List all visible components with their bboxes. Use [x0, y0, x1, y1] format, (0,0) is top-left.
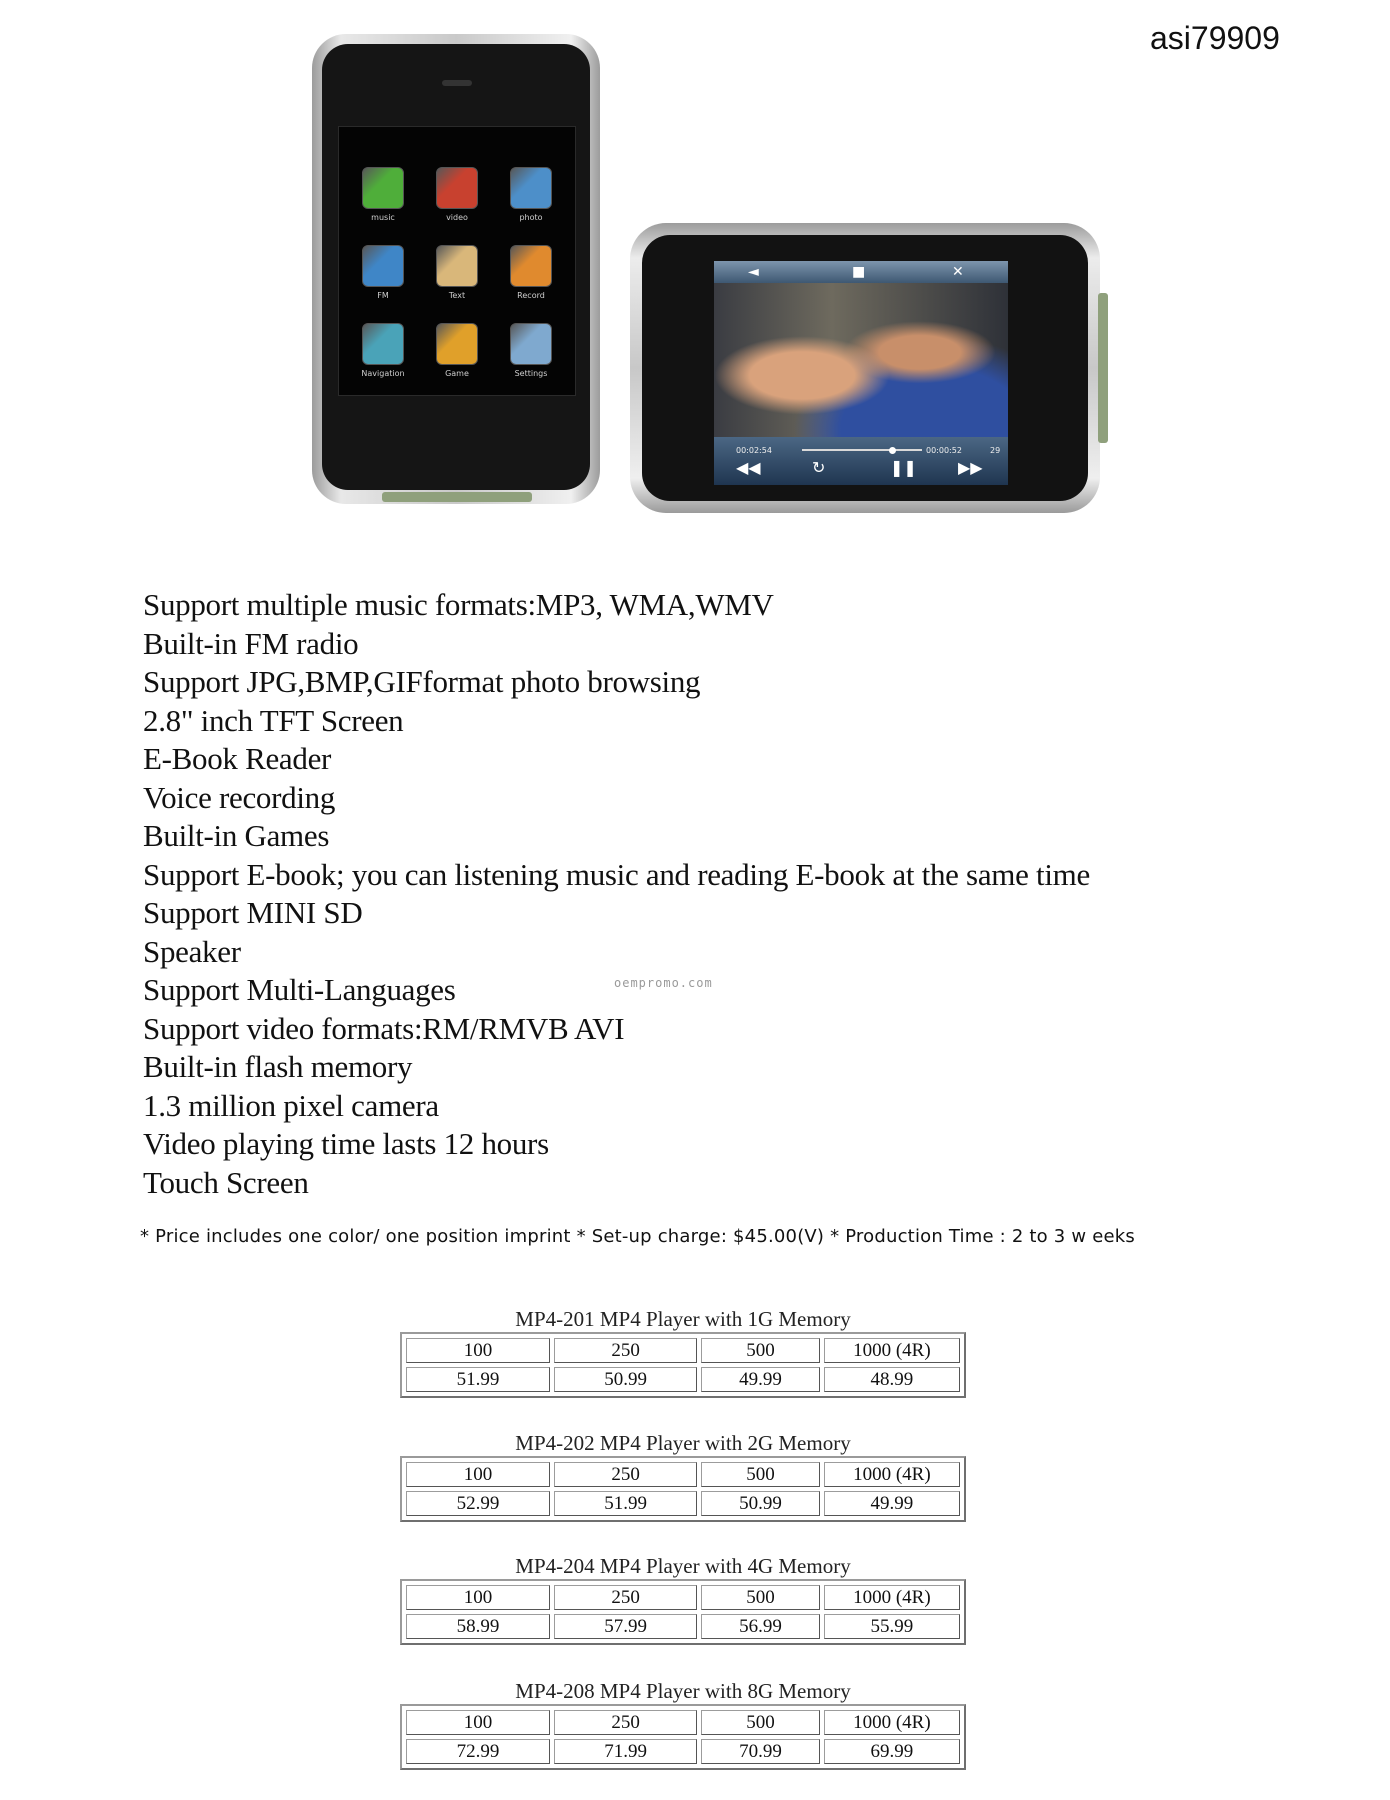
price-cell: 72.99	[406, 1739, 550, 1764]
quantity-cell: 250	[554, 1462, 697, 1487]
feature-item: Touch Screen	[143, 1164, 309, 1200]
quantity-cell: 250	[554, 1338, 697, 1363]
quantity-row	[406, 1462, 960, 1487]
quantity-row	[406, 1585, 960, 1610]
total-time: 00:00:52	[926, 446, 962, 455]
price-table	[400, 1553, 966, 1645]
price-cell: 71.99	[554, 1739, 697, 1764]
feature-item: 2.8" inch TFT Screen	[143, 702, 404, 738]
price-cell: 48.99	[824, 1367, 960, 1392]
video-player-screen	[714, 261, 1008, 485]
quantity-row	[406, 1338, 960, 1363]
product-image	[300, 28, 1100, 548]
forward-icon: ▶▶	[958, 458, 983, 477]
quantity-cell: 250	[554, 1710, 697, 1735]
quantity-cell: 500	[701, 1710, 820, 1735]
price-table-title: MP4-208 MP4 Player with 8G Memory	[515, 1679, 851, 1703]
app-label: music	[371, 213, 395, 222]
mp4-player-landscape	[630, 223, 1100, 513]
menu-icon: ■	[852, 264, 866, 280]
price-cell: 51.99	[554, 1491, 697, 1516]
side-buttons	[1098, 293, 1108, 443]
app-icon-game	[435, 323, 479, 378]
mp4-player-portrait	[312, 34, 600, 504]
feature-item: Support video formats:RM/RMVB AVI	[143, 1010, 625, 1046]
app-icon-fm	[361, 245, 405, 300]
price-cell: 55.99	[824, 1614, 960, 1639]
touch-buttons	[382, 492, 532, 502]
feature-list	[143, 586, 1090, 1202]
quantity-row	[406, 1710, 960, 1735]
app-label: video	[446, 213, 468, 222]
price-cell: 49.99	[824, 1491, 960, 1516]
rewind-icon: ◀◀	[736, 458, 761, 477]
price-cell: 70.99	[701, 1739, 820, 1764]
pricing-note: * Price includes one color/ one position imprint * Set-up charge: $45.00(V) * Production Time : 2 to 3 w eeks	[140, 1226, 1135, 1247]
price-cell: 49.99	[701, 1367, 820, 1392]
volume-icon: ◄	[748, 264, 759, 280]
price-cell: 52.99	[406, 1491, 550, 1516]
quantity-cell: 500	[701, 1585, 820, 1610]
progress-track	[802, 449, 922, 451]
app-label: Record	[517, 291, 545, 300]
price-table-title: MP4-202 MP4 Player with 2G Memory	[515, 1431, 851, 1455]
price-table-title: MP4-201 MP4 Player with 1G Memory	[515, 1307, 851, 1331]
price-cell: 57.99	[554, 1614, 697, 1639]
app-icon-music	[361, 167, 405, 222]
price-cell: 51.99	[406, 1367, 550, 1392]
quantity-cell: 250	[554, 1585, 697, 1610]
app-label: Text	[448, 291, 466, 300]
feature-item: Support multiple music formats:MP3, WMA,WMV	[143, 587, 774, 622]
app-label: Navigation	[361, 369, 405, 378]
price-cell: 50.99	[701, 1491, 820, 1516]
price-row	[406, 1367, 960, 1392]
camera-icon	[442, 80, 472, 86]
app-icon-video	[435, 167, 479, 222]
feature-item: Support E-book; you can listening music and reading E-book at the same time	[143, 856, 1090, 892]
feature-item: Built-in Games	[143, 818, 330, 853]
price-cell: 58.99	[406, 1614, 550, 1639]
volume-level: 29	[990, 446, 1001, 455]
feature-item: Video playing time lasts 12 hours	[143, 1126, 549, 1161]
feature-item: 1.3 million pixel camera	[143, 1087, 439, 1123]
movie-frame	[714, 283, 1008, 437]
feature-item: Support JPG,BMP,GIFformat photo browsing	[143, 664, 701, 699]
close-icon: ✕	[952, 264, 964, 280]
quantity-cell: 1000 (4R)	[824, 1710, 960, 1735]
quantity-cell: 500	[701, 1462, 820, 1487]
quantity-cell: 500	[701, 1338, 820, 1363]
watermark: oempromo.com	[614, 976, 713, 990]
feature-item: Support Multi-Languages	[143, 972, 456, 1007]
price-table	[400, 1678, 966, 1770]
price-table	[400, 1430, 966, 1522]
pause-icon: ❚❚	[890, 458, 917, 477]
app-menu-screen	[338, 126, 576, 396]
app-icon-settings	[509, 323, 553, 378]
app-icon-navigation	[361, 323, 405, 378]
price-table-title: MP4-204 MP4 Player with 4G Memory	[515, 1554, 851, 1578]
quantity-cell: 1000 (4R)	[824, 1585, 960, 1610]
price-cell: 50.99	[554, 1367, 697, 1392]
app-label: Game	[445, 369, 469, 378]
feature-item: Voice recording	[143, 779, 336, 815]
repeat-icon: ↻	[812, 458, 826, 477]
price-table	[400, 1306, 966, 1398]
feature-item: Speaker	[143, 933, 241, 969]
quantity-cell: 1000 (4R)	[824, 1462, 960, 1487]
feature-item: Built-in flash memory	[143, 1049, 413, 1084]
feature-item: Built-in FM radio	[143, 625, 359, 661]
price-row	[406, 1739, 960, 1764]
quantity-cell: 100	[406, 1710, 550, 1735]
app-label: Settings	[514, 369, 548, 378]
app-icon-text	[435, 245, 479, 300]
app-icon-record	[509, 245, 553, 300]
app-icon-photo	[509, 167, 553, 222]
app-label: FM	[377, 291, 389, 300]
price-cell: 56.99	[701, 1614, 820, 1639]
feature-item: E-Book Reader	[143, 741, 332, 776]
quantity-cell: 100	[406, 1462, 550, 1487]
price-row	[406, 1614, 960, 1639]
price-cell: 69.99	[824, 1739, 960, 1764]
price-row	[406, 1491, 960, 1516]
quantity-cell: 100	[406, 1585, 550, 1610]
progress-knob	[889, 447, 896, 454]
feature-item: Support MINI SD	[143, 895, 363, 930]
app-label: photo	[519, 213, 543, 222]
elapsed-time: 00:02:54	[736, 446, 772, 455]
quantity-cell: 100	[406, 1338, 550, 1363]
quantity-cell: 1000 (4R)	[824, 1338, 960, 1363]
asi-code: asi79909	[1150, 20, 1280, 56]
